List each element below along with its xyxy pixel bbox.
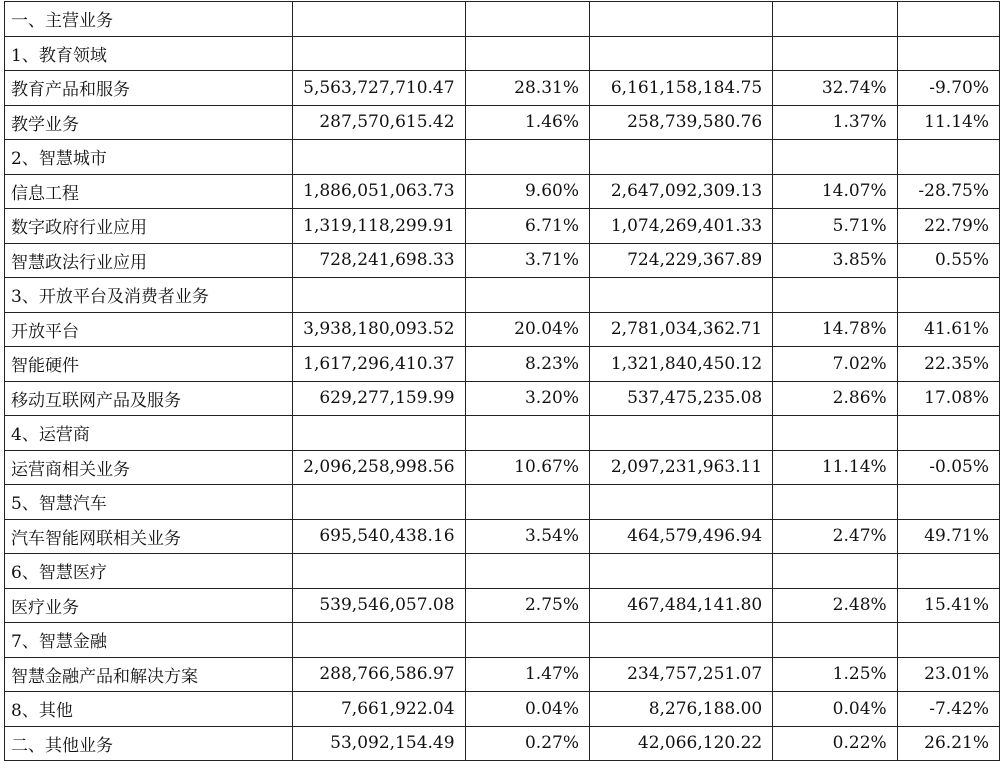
- yoy-change-cell: 49.71%: [897, 519, 999, 554]
- table-row: [5, 347, 1000, 382]
- current-amount-cell: [293, 554, 465, 589]
- revenue-breakdown-table: [4, 1, 1000, 761]
- current-share-cell: 9.60%: [465, 174, 589, 209]
- current-share-cell: [465, 140, 589, 175]
- current-amount-cell: [293, 485, 465, 520]
- yoy-change-cell: 22.35%: [897, 347, 999, 382]
- prior-amount-cell: [589, 278, 772, 313]
- current-amount-cell: [293, 140, 465, 175]
- prior-share-cell: 14.78%: [773, 312, 897, 347]
- prior-amount-cell: [589, 554, 772, 589]
- prior-amount-cell: 258,739,580.76: [589, 105, 772, 140]
- prior-share-cell: [773, 623, 897, 658]
- yoy-change-cell: -0.05%: [897, 450, 999, 485]
- prior-share-cell: 7.02%: [773, 347, 897, 382]
- yoy-change-cell: [897, 554, 999, 589]
- prior-amount-cell: 8,276,188.00: [589, 692, 772, 727]
- yoy-change-cell: [897, 140, 999, 175]
- prior-amount-cell: [589, 623, 772, 658]
- table-row: [5, 140, 1000, 175]
- table-body: [5, 2, 1000, 761]
- yoy-change-cell: -9.70%: [897, 71, 999, 106]
- table-row: [5, 312, 1000, 347]
- row-label-cell: 5、智慧汽车: [5, 485, 293, 520]
- table-row: [5, 381, 1000, 416]
- current-amount-cell: [293, 2, 465, 37]
- prior-share-cell: [773, 554, 897, 589]
- current-share-cell: 3.71%: [465, 243, 589, 278]
- prior-amount-cell: [589, 36, 772, 71]
- current-amount-cell: 3,938,180,093.52: [293, 312, 465, 347]
- current-share-cell: 2.75%: [465, 588, 589, 623]
- current-amount-cell: 728,241,698.33: [293, 243, 465, 278]
- current-amount-cell: 1,617,296,410.37: [293, 347, 465, 382]
- row-label-cell: 移动互联网产品及服务: [5, 381, 293, 416]
- current-share-cell: 8.23%: [465, 347, 589, 382]
- current-share-cell: 3.20%: [465, 381, 589, 416]
- yoy-change-cell: [897, 278, 999, 313]
- row-label-cell: 教学业务: [5, 105, 293, 140]
- row-label-cell: 智慧金融产品和解决方案: [5, 657, 293, 692]
- yoy-change-cell: 15.41%: [897, 588, 999, 623]
- row-label-cell: 4、运营商: [5, 416, 293, 451]
- current-amount-cell: 539,546,057.08: [293, 588, 465, 623]
- prior-amount-cell: 6,161,158,184.75: [589, 71, 772, 106]
- yoy-change-cell: 23.01%: [897, 657, 999, 692]
- table-row: [5, 416, 1000, 451]
- table-row: [5, 485, 1000, 520]
- prior-amount-cell: [589, 140, 772, 175]
- table-row: [5, 588, 1000, 623]
- current-share-cell: 28.31%: [465, 71, 589, 106]
- current-share-cell: 6.71%: [465, 209, 589, 244]
- table-row: [5, 36, 1000, 71]
- table-row: [5, 519, 1000, 554]
- prior-amount-cell: 2,781,034,362.71: [589, 312, 772, 347]
- yoy-change-cell: -7.42%: [897, 692, 999, 727]
- current-amount-cell: [293, 36, 465, 71]
- prior-amount-cell: [589, 416, 772, 451]
- yoy-change-cell: 26.21%: [897, 726, 999, 761]
- table-row: [5, 726, 1000, 761]
- current-amount-cell: 5,563,727,710.47: [293, 71, 465, 106]
- table-row: [5, 174, 1000, 209]
- row-label-cell: 2、智慧城市: [5, 140, 293, 175]
- row-label-cell: 医疗业务: [5, 588, 293, 623]
- prior-amount-cell: [589, 485, 772, 520]
- prior-amount-cell: 42,066,120.22: [589, 726, 772, 761]
- table-row: [5, 554, 1000, 589]
- row-label-cell: 3、开放平台及消费者业务: [5, 278, 293, 313]
- current-share-cell: 1.46%: [465, 105, 589, 140]
- yoy-change-cell: [897, 623, 999, 658]
- table-row: [5, 657, 1000, 692]
- current-share-cell: 1.47%: [465, 657, 589, 692]
- yoy-change-cell: 22.79%: [897, 209, 999, 244]
- current-share-cell: [465, 36, 589, 71]
- row-label-cell: 运营商相关业务: [5, 450, 293, 485]
- prior-share-cell: 0.22%: [773, 726, 897, 761]
- prior-amount-cell: 467,484,141.80: [589, 588, 772, 623]
- prior-share-cell: 1.37%: [773, 105, 897, 140]
- prior-amount-cell: 2,097,231,963.11: [589, 450, 772, 485]
- table-row: [5, 243, 1000, 278]
- table-row: [5, 623, 1000, 658]
- row-label-cell: 汽车智能网联相关业务: [5, 519, 293, 554]
- yoy-change-cell: 17.08%: [897, 381, 999, 416]
- yoy-change-cell: -28.75%: [897, 174, 999, 209]
- yoy-change-cell: [897, 416, 999, 451]
- table-row: [5, 450, 1000, 485]
- row-label-cell: 信息工程: [5, 174, 293, 209]
- prior-share-cell: 2.47%: [773, 519, 897, 554]
- table-row: [5, 278, 1000, 313]
- row-label-cell: 开放平台: [5, 312, 293, 347]
- prior-share-cell: [773, 485, 897, 520]
- current-amount-cell: 2,096,258,998.56: [293, 450, 465, 485]
- prior-amount-cell: 537,475,235.08: [589, 381, 772, 416]
- current-share-cell: 3.54%: [465, 519, 589, 554]
- row-label-cell: 1、教育领域: [5, 36, 293, 71]
- current-amount-cell: [293, 623, 465, 658]
- prior-amount-cell: 1,321,840,450.12: [589, 347, 772, 382]
- current-share-cell: [465, 554, 589, 589]
- yoy-change-cell: 11.14%: [897, 105, 999, 140]
- prior-share-cell: 3.85%: [773, 243, 897, 278]
- current-amount-cell: [293, 416, 465, 451]
- prior-amount-cell: 234,757,251.07: [589, 657, 772, 692]
- yoy-change-cell: [897, 485, 999, 520]
- current-amount-cell: 288,766,586.97: [293, 657, 465, 692]
- prior-share-cell: 14.07%: [773, 174, 897, 209]
- current-share-cell: 0.04%: [465, 692, 589, 727]
- prior-amount-cell: 2,647,092,309.13: [589, 174, 772, 209]
- current-share-cell: [465, 278, 589, 313]
- prior-share-cell: 32.74%: [773, 71, 897, 106]
- current-amount-cell: 1,886,051,063.73: [293, 174, 465, 209]
- row-label-cell: 二、其他业务: [5, 726, 293, 761]
- row-label-cell: 教育产品和服务: [5, 71, 293, 106]
- row-label-cell: 7、智慧金融: [5, 623, 293, 658]
- prior-share-cell: 5.71%: [773, 209, 897, 244]
- prior-share-cell: [773, 416, 897, 451]
- current-amount-cell: 629,277,159.99: [293, 381, 465, 416]
- yoy-change-cell: 0.55%: [897, 243, 999, 278]
- prior-amount-cell: 464,579,496.94: [589, 519, 772, 554]
- yoy-change-cell: [897, 2, 999, 37]
- prior-amount-cell: [589, 2, 772, 37]
- current-share-cell: 10.67%: [465, 450, 589, 485]
- table-row: [5, 692, 1000, 727]
- row-label-cell: 智能硬件: [5, 347, 293, 382]
- prior-amount-cell: 1,074,269,401.33: [589, 209, 772, 244]
- current-amount-cell: 7,661,922.04: [293, 692, 465, 727]
- table-row: [5, 105, 1000, 140]
- table-row: [5, 209, 1000, 244]
- yoy-change-cell: [897, 36, 999, 71]
- table-row: [5, 2, 1000, 37]
- current-share-cell: [465, 416, 589, 451]
- row-label-cell: 6、智慧医疗: [5, 554, 293, 589]
- current-amount-cell: [293, 278, 465, 313]
- prior-share-cell: 1.25%: [773, 657, 897, 692]
- row-label-cell: 8、其他: [5, 692, 293, 727]
- prior-amount-cell: 724,229,367.89: [589, 243, 772, 278]
- prior-share-cell: 11.14%: [773, 450, 897, 485]
- current-share-cell: 20.04%: [465, 312, 589, 347]
- prior-share-cell: 2.86%: [773, 381, 897, 416]
- current-amount-cell: 53,092,154.49: [293, 726, 465, 761]
- prior-share-cell: [773, 2, 897, 37]
- current-share-cell: [465, 623, 589, 658]
- table-row: [5, 71, 1000, 106]
- row-label-cell: 数字政府行业应用: [5, 209, 293, 244]
- current-share-cell: [465, 485, 589, 520]
- row-label-cell: 一、主营业务: [5, 2, 293, 37]
- yoy-change-cell: 41.61%: [897, 312, 999, 347]
- prior-share-cell: [773, 140, 897, 175]
- current-amount-cell: 287,570,615.42: [293, 105, 465, 140]
- prior-share-cell: [773, 278, 897, 313]
- current-share-cell: [465, 2, 589, 37]
- prior-share-cell: [773, 36, 897, 71]
- prior-share-cell: 0.04%: [773, 692, 897, 727]
- prior-share-cell: 2.48%: [773, 588, 897, 623]
- row-label-cell: 智慧政法行业应用: [5, 243, 293, 278]
- current-amount-cell: 1,319,118,299.91: [293, 209, 465, 244]
- current-amount-cell: 695,540,438.16: [293, 519, 465, 554]
- current-share-cell: 0.27%: [465, 726, 589, 761]
